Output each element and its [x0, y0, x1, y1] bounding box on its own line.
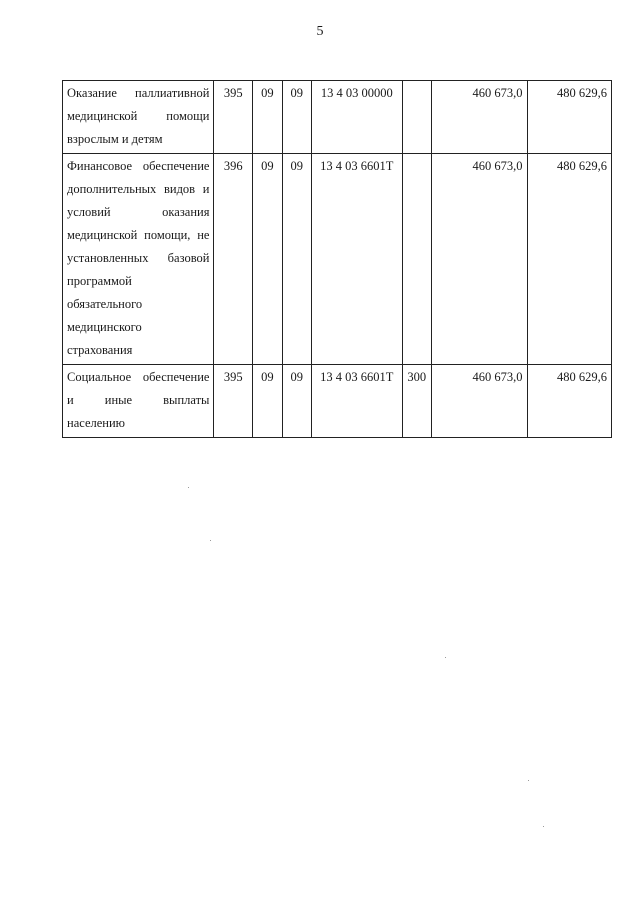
table-row	[63, 154, 612, 365]
table-row	[63, 81, 612, 154]
expense-type-cell	[402, 154, 431, 365]
grbs-code-cell: 395	[214, 81, 253, 154]
subsection-code-cell: 09	[282, 154, 311, 365]
budget-table	[62, 80, 612, 438]
target-article-cell: 13 4 03 00000	[312, 81, 402, 154]
target-article-cell: 13 4 03 6601Т	[312, 365, 402, 438]
row-name-cell: Социальное обеспечение и иные выплаты населению	[63, 365, 214, 438]
target-article-cell: 13 4 03 6601Т	[312, 154, 402, 365]
scan-speck	[543, 826, 544, 827]
amount-year2-cell: 480 629,6	[527, 365, 611, 438]
scan-speck	[210, 540, 211, 541]
row-name-cell: Финансовое обеспечение дополнительных видов и условий оказания медицинской помощи, не установленных базовой программой обязательного медицинского страхования	[63, 154, 214, 365]
table-row	[63, 365, 612, 438]
row-name-cell: Оказание паллиативной медицинской помощи взрослым и детям	[63, 81, 214, 154]
expense-type-cell	[402, 81, 431, 154]
scan-speck	[445, 657, 446, 658]
scan-speck	[528, 780, 529, 781]
expense-type-cell: 300	[402, 365, 431, 438]
amount-year2-cell: 480 629,6	[527, 154, 611, 365]
amount-year1-cell: 460 673,0	[431, 365, 527, 438]
section-code-cell: 09	[253, 154, 282, 365]
subsection-code-cell: 09	[282, 365, 311, 438]
amount-year1-cell: 460 673,0	[431, 81, 527, 154]
grbs-code-cell: 395	[214, 365, 253, 438]
scan-speck	[188, 487, 189, 488]
subsection-code-cell: 09	[282, 81, 311, 154]
section-code-cell: 09	[253, 81, 282, 154]
grbs-code-cell: 396	[214, 154, 253, 365]
amount-year2-cell: 480 629,6	[527, 81, 611, 154]
section-code-cell: 09	[253, 365, 282, 438]
amount-year1-cell: 460 673,0	[431, 154, 527, 365]
page-number: 5	[316, 24, 324, 39]
